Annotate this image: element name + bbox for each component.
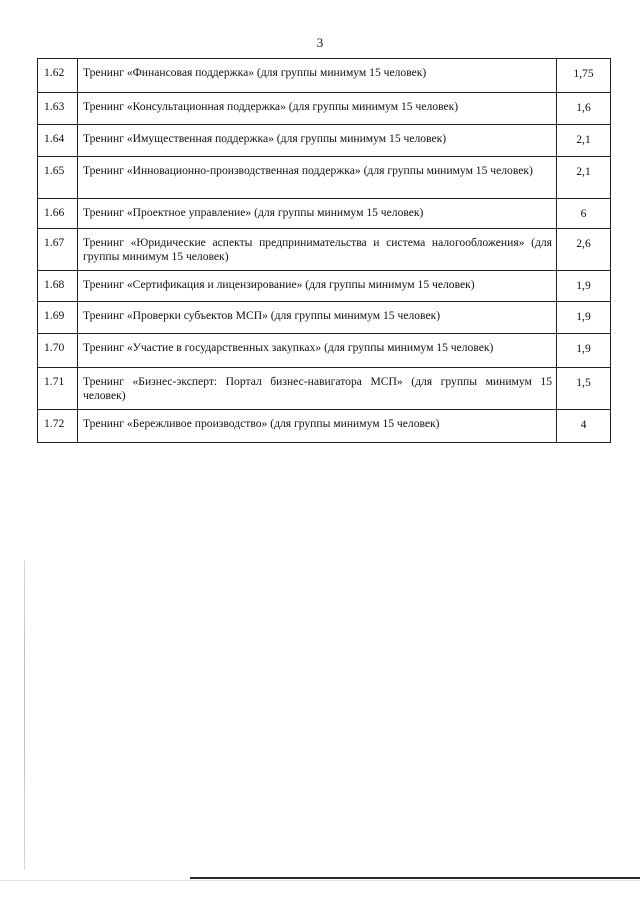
table-row [38,199,611,229]
table-row [38,302,611,334]
table-row [38,368,611,410]
row-number-cell [38,271,78,302]
row-number: 1.72 [44,417,65,430]
row-number: 1.65 [44,164,65,177]
row-description-cell [78,302,557,334]
row-number: 1.64 [44,132,65,145]
row-number: 1.68 [44,278,65,291]
row-number-cell [38,302,78,334]
scan-edge-artifact [24,560,25,870]
row-value: 1,75 [573,67,594,80]
row-number: 1.66 [44,206,65,219]
row-value: 4 [580,418,587,431]
row-description: Тренинг «Проектное управление» (для группы минимум 15 человек) [83,206,424,219]
row-description-cell [78,229,557,271]
row-value-cell [557,368,611,410]
page-number: 3 [316,35,324,50]
row-description: Тренинг «Сертификация и лицензирование» (для группы минимум 15 человек) [83,278,475,291]
row-number-cell [38,125,78,157]
row-description: Тренинг «Бизнес-эксперт: Портал бизнес-навигатора МСП» (для группы минимум 15 человек) [83,375,552,402]
table-row [38,125,611,157]
table-row [38,157,611,199]
row-number-cell [38,157,78,199]
row-number-cell [38,93,78,125]
row-number-cell [38,59,78,93]
row-description-cell [78,125,557,157]
table-row [38,59,611,93]
row-description-cell [78,59,557,93]
row-number-cell [38,229,78,271]
row-value-cell [557,93,611,125]
row-description-cell [78,157,557,199]
table-row [38,410,611,443]
row-description: Тренинг «Проверки субъектов МСП» (для группы минимум 15 человек) [83,309,441,322]
row-number: 1.71 [44,375,65,388]
table-row [38,334,611,368]
row-value: 1,9 [576,279,591,292]
scan-bottom-shadow [0,880,640,881]
row-value: 2,1 [576,165,591,178]
row-number: 1.67 [44,236,65,249]
row-description: Тренинг «Юридические аспекты предпринимательства и система налогообложения» (для группы минимум 15 человек) [83,236,552,263]
row-value-cell [557,271,611,302]
row-number: 1.62 [44,66,65,79]
row-value-cell [557,199,611,229]
row-number: 1.63 [44,100,65,113]
row-description: Тренинг «Консультационная поддержка» (для группы минимум 15 человек) [83,100,459,113]
row-value-cell [557,229,611,271]
row-description: Тренинг «Участие в государственных закупках» (для группы минимум 15 человек) [83,341,494,354]
row-number-cell [38,368,78,410]
row-number-cell [38,199,78,229]
row-value: 1,9 [576,342,591,355]
row-number: 1.70 [44,341,65,354]
row-value: 2,1 [576,133,591,146]
row-value-cell [557,334,611,368]
row-value: 1,6 [576,101,591,114]
table-row [38,271,611,302]
table-row [38,93,611,125]
row-value-cell [557,410,611,443]
row-description-cell [78,271,557,302]
row-description: Тренинг «Имущественная поддержка» (для группы минимум 15 человек) [83,132,447,145]
row-value-cell [557,302,611,334]
row-value-cell [557,125,611,157]
row-number-cell [38,334,78,368]
row-description-cell [78,93,557,125]
row-description: Тренинг «Финансовая поддержка» (для группы минимум 15 человек) [83,66,427,79]
row-value-cell [557,59,611,93]
row-value: 6 [580,207,587,220]
row-description-cell [78,334,557,368]
row-value: 1,5 [576,376,591,389]
row-description-cell [78,199,557,229]
row-value-cell [557,157,611,199]
row-description: Тренинг «Бережливое производство» (для группы минимум 15 человек) [83,417,440,430]
row-description-cell [78,368,557,410]
row-number: 1.69 [44,309,65,322]
row-value: 1,9 [576,310,591,323]
row-value: 2,6 [576,237,591,250]
row-description-cell [78,410,557,443]
training-table [37,58,611,443]
row-description: Тренинг «Инновационно-производственная поддержка» (для группы минимум 15 человек) [83,164,533,177]
row-number-cell [38,410,78,443]
scan-bottom-edge [190,877,640,879]
table-row [38,229,611,271]
